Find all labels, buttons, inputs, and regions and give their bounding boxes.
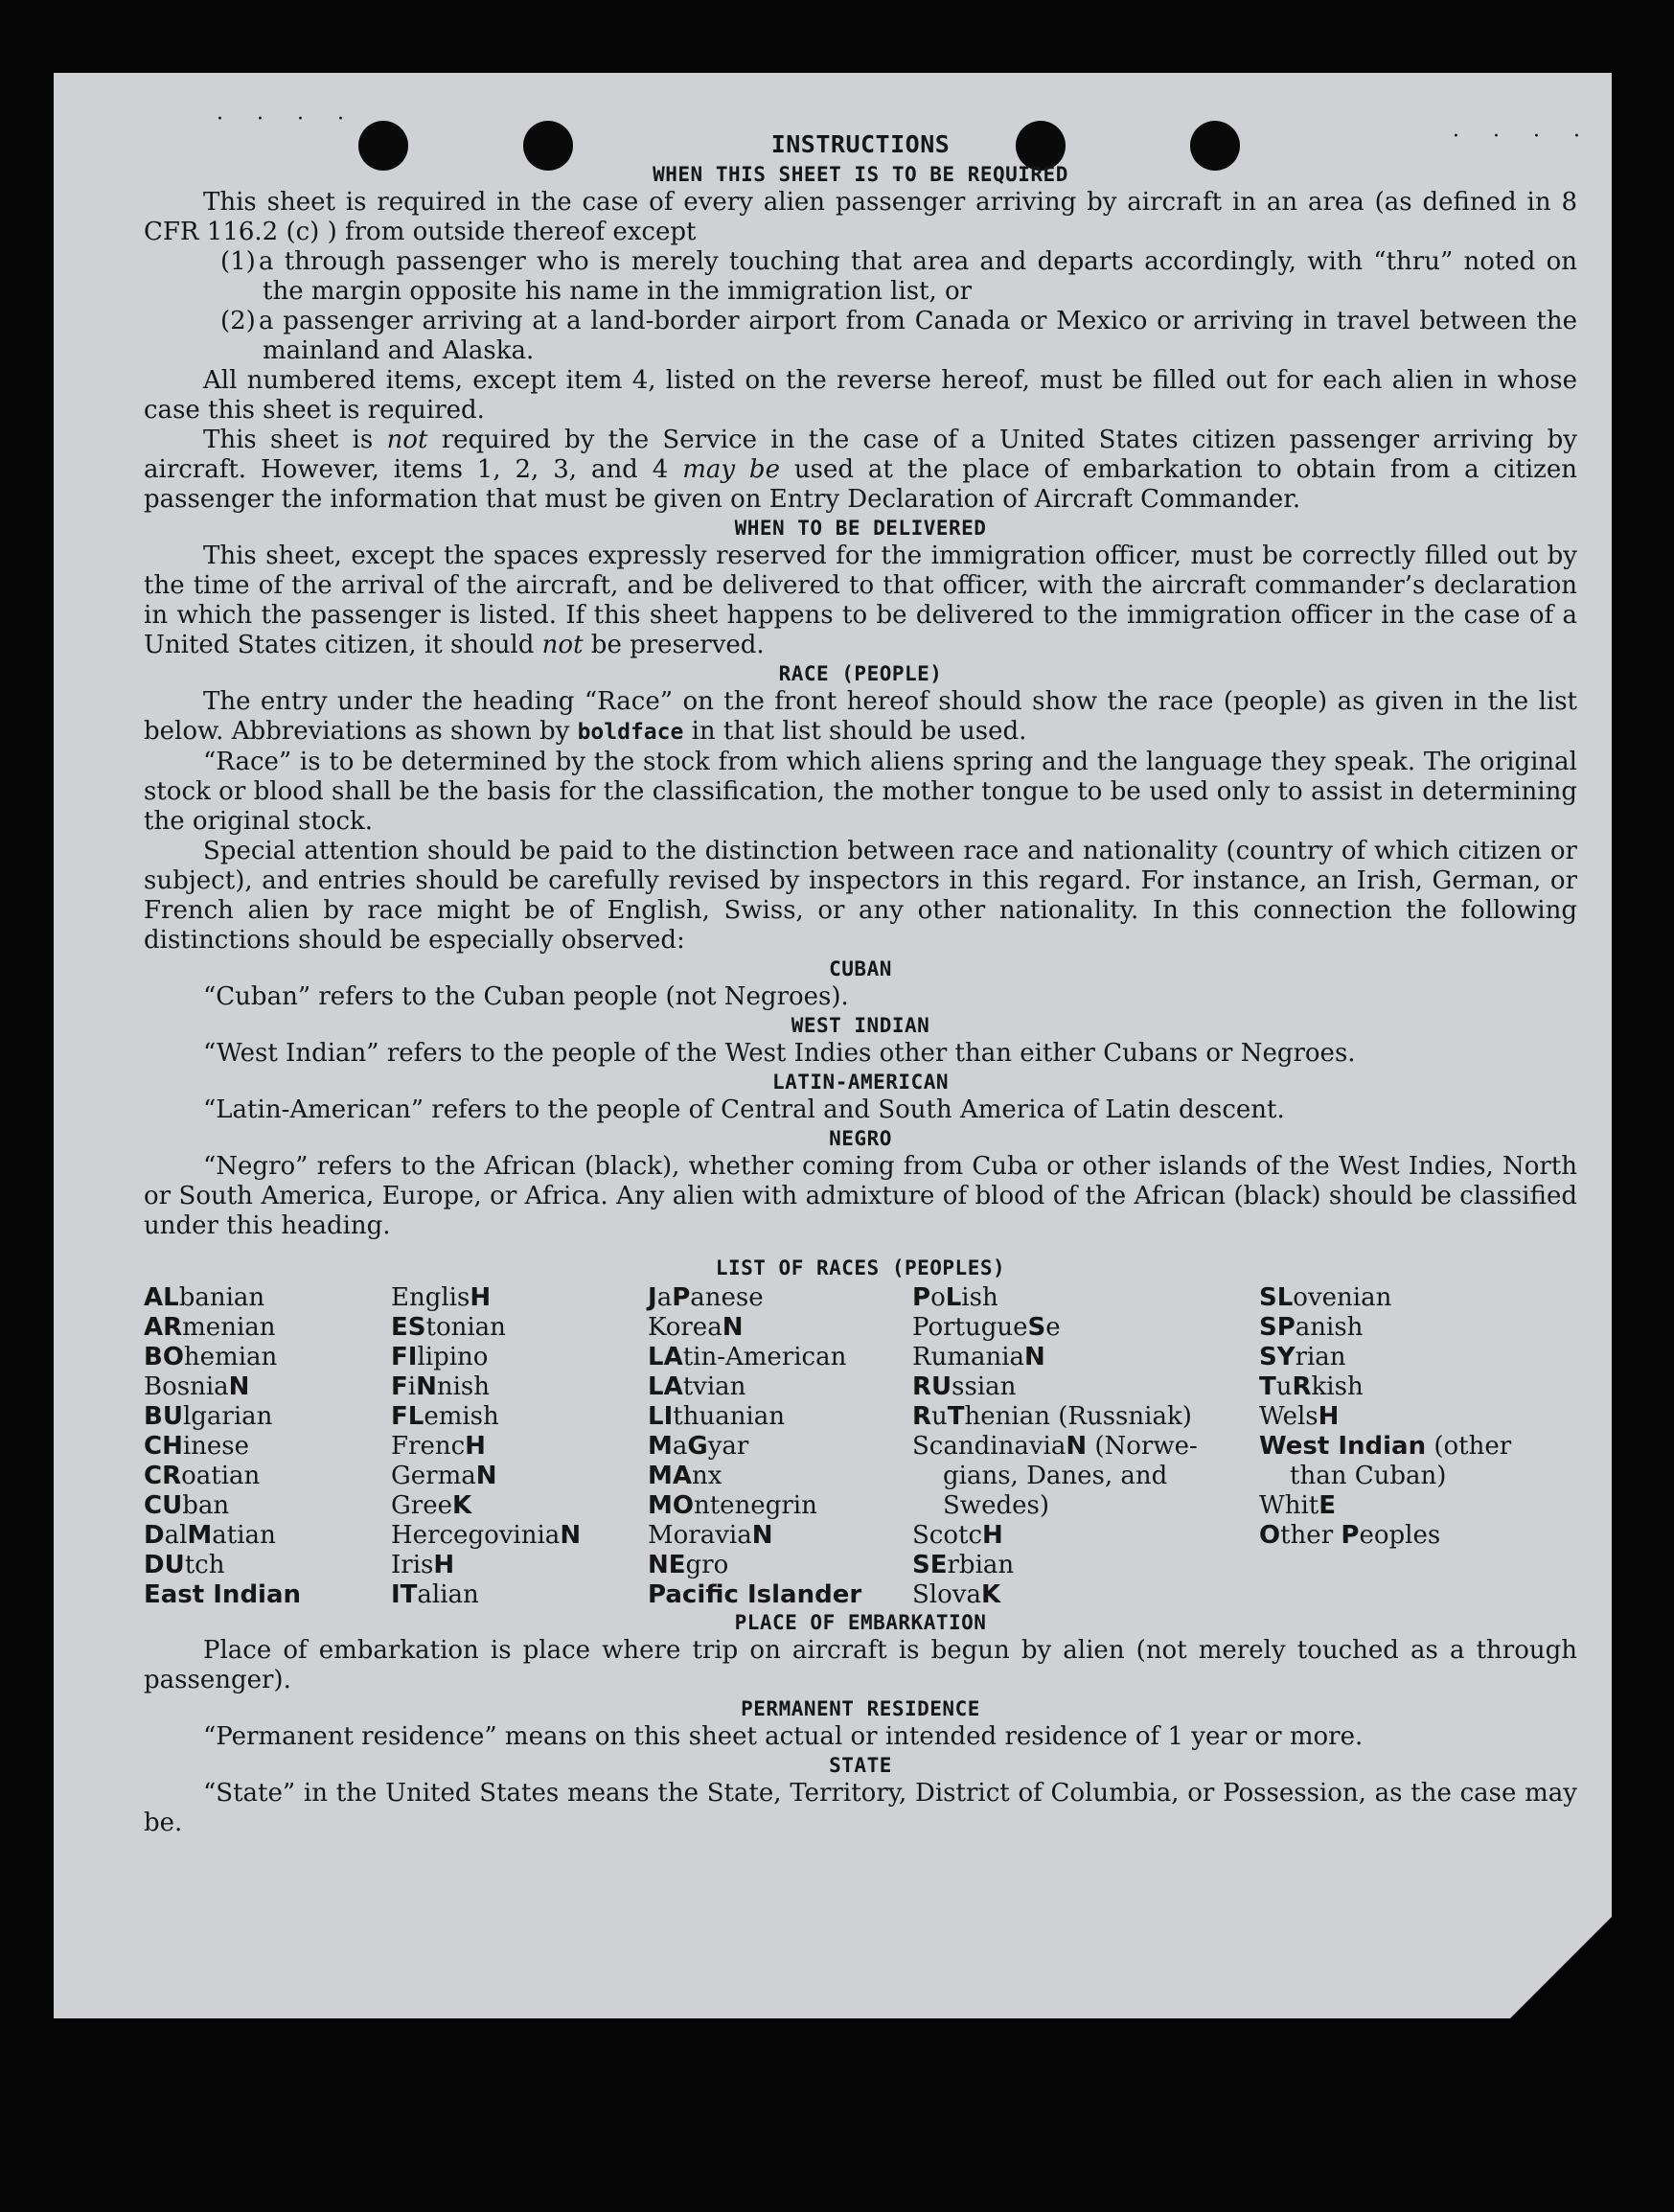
- race-abbreviation: P: [672, 1283, 691, 1312]
- race-abbreviation: East Indian: [144, 1580, 302, 1609]
- race-text: lipino: [417, 1343, 489, 1371]
- text-run: required by the Service in the case of a United States citizen passenger arriving by aircraft. However, items 1, 2, 3, and 4: [144, 426, 1577, 484]
- race-entry: [912, 1432, 1198, 1462]
- race-abbreviation: L: [945, 1283, 962, 1312]
- race-abbreviation: H: [1318, 1402, 1340, 1431]
- page-title: INSTRUCTIONS: [770, 130, 951, 158]
- races-column: [648, 1283, 861, 1610]
- race-entry: [144, 1313, 301, 1343]
- paragraph: All numbered items, except item 4, listed on the reverse hereof, must be filled out for each alien in whose case this sheet is required.: [144, 366, 1577, 425]
- race-abbreviation: SY: [1259, 1343, 1296, 1371]
- paragraph: This sheet is required in the case of every alien passenger arriving by aircraft in an area (as defined in 8 CFR 116.2 (c) ) from outside thereof except: [144, 188, 1577, 246]
- race-abbreviation: BO: [144, 1343, 184, 1371]
- race-abbreviation: West Indian: [1259, 1432, 1427, 1461]
- race-text: lgarian: [182, 1402, 273, 1431]
- race-abbreviation: S: [1027, 1313, 1046, 1342]
- race-entry: [648, 1551, 861, 1580]
- section-heading-required: WHEN THIS SHEET IS TO BE REQUIRED: [653, 163, 1068, 186]
- race-abbreviation: BU: [144, 1402, 183, 1431]
- section-heading-state: STATE: [829, 1754, 892, 1777]
- race-text: Germa: [391, 1462, 476, 1490]
- section-heading-negro: NEGRO: [829, 1127, 892, 1150]
- race-abbreviation: H: [465, 1432, 486, 1461]
- race-text: Rumania: [912, 1343, 1025, 1371]
- race-abbreviation: O: [1259, 1521, 1281, 1550]
- race-abbreviation: CH: [144, 1432, 183, 1461]
- race-entry: [912, 1313, 1198, 1343]
- race-entry: [912, 1580, 1198, 1610]
- race-text: yar: [707, 1432, 749, 1461]
- race-text: inese: [182, 1432, 250, 1461]
- race-abbreviation: H: [433, 1551, 455, 1579]
- race-text: ovenian: [1293, 1283, 1392, 1312]
- paragraph: [144, 541, 1577, 660]
- race-text: Bosnia: [144, 1372, 229, 1401]
- race-abbreviation: K: [451, 1491, 472, 1520]
- paragraph: “West Indian” refers to the people of the West Indies other than either Cubans or Negroes.: [203, 1039, 1356, 1068]
- race-text: (other: [1426, 1432, 1512, 1461]
- paragraph: Special attention should be paid to the distinction between race and nationality (country of which citizen or subject), and entries should be carefully revised by inspectors in this regard. For instance, an Irish, German, or French alien by race might be of English, Swiss, or any other nationality. In this connection the following distinctions should be especially observed:: [144, 837, 1577, 955]
- race-entry: [144, 1432, 301, 1462]
- race-entry: [912, 1462, 1198, 1491]
- race-text: oatian: [181, 1462, 261, 1490]
- race-entry: [912, 1283, 1198, 1313]
- text-run: This sheet is: [203, 426, 387, 454]
- race-text: henian (Russniak): [964, 1402, 1192, 1431]
- section-heading-embarkation: PLACE OF EMBARKATION: [734, 1611, 987, 1634]
- race-abbreviation: Pacific Islander: [648, 1580, 862, 1609]
- race-abbreviation: CU: [144, 1491, 183, 1520]
- race-text: Englis: [391, 1283, 470, 1312]
- races-list: [144, 1283, 1577, 1609]
- race-abbreviation: N: [751, 1521, 773, 1550]
- race-abbreviation: N: [560, 1521, 582, 1550]
- item-number: (1): [220, 247, 256, 276]
- race-abbreviation: LI: [648, 1402, 674, 1431]
- paragraph: “Negro” refers to the African (black), whether coming from Cuba or other islands of the West Indies, North or South America, Europe, or Africa. Any alien with admixture of blood of the African (black) should be classified under this heading.: [144, 1152, 1577, 1240]
- race-entry: [1259, 1283, 1511, 1313]
- race-text: Whit: [1259, 1491, 1319, 1520]
- race-text: eoples: [1359, 1521, 1441, 1550]
- race-abbreviation: DU: [144, 1551, 185, 1579]
- race-entry: [1259, 1402, 1511, 1432]
- italic-text: may be: [682, 455, 780, 484]
- race-text: u: [931, 1402, 948, 1431]
- race-abbreviation: ES: [391, 1313, 426, 1342]
- race-abbreviation: SL: [1259, 1283, 1294, 1312]
- race-abbreviation: IT: [391, 1580, 418, 1609]
- list-item: [220, 247, 1577, 307]
- race-text: Scotc: [912, 1521, 983, 1550]
- race-entry: [1259, 1491, 1511, 1521]
- race-text: tvian: [682, 1372, 746, 1401]
- race-entry: [912, 1521, 1198, 1551]
- paragraph: [144, 687, 1577, 748]
- list-item: [220, 307, 1577, 366]
- race-entry: [391, 1372, 581, 1402]
- text-run: The entry under the heading “Race” on the front hereof should show the race (people) as given in the list below. Abbreviations as shown by: [144, 687, 1577, 746]
- race-text: Slova: [912, 1580, 981, 1609]
- race-text: Moravia: [648, 1521, 752, 1550]
- race-text: gians, Danes, and: [943, 1462, 1168, 1490]
- instructions-content: [144, 128, 1577, 1838]
- race-entry: [1259, 1432, 1511, 1462]
- race-abbreviation: H: [470, 1283, 492, 1312]
- race-entry: [144, 1372, 301, 1402]
- race-text: ssian: [952, 1372, 1017, 1401]
- race-text: thuanian: [673, 1402, 785, 1431]
- race-text: ish: [961, 1283, 998, 1312]
- race-text: gro: [685, 1551, 729, 1579]
- section-heading-race: RACE (PEOPLE): [778, 662, 943, 685]
- race-entry: [391, 1313, 581, 1343]
- paper-specks: · · · ·: [217, 107, 357, 131]
- race-text: ban: [182, 1491, 230, 1520]
- race-text: i: [407, 1372, 417, 1401]
- race-text: tin-American: [682, 1343, 847, 1371]
- race-entry: [391, 1432, 581, 1462]
- race-abbreviation: NE: [648, 1551, 686, 1579]
- race-text: a: [672, 1432, 688, 1461]
- race-text: alian: [417, 1580, 479, 1609]
- race-text: Swedes): [943, 1491, 1049, 1520]
- race-abbreviation: MA: [648, 1462, 692, 1490]
- paragraph: “Cuban” refers to the Cuban people (not Negroes).: [203, 982, 849, 1011]
- race-text: Wels: [1259, 1402, 1319, 1431]
- race-abbreviation: N: [1024, 1343, 1045, 1371]
- race-entry: [648, 1372, 861, 1402]
- text-run: used at the place of embarkation to obtain from a citizen passenger the information that must be given on Entry Declaration of Aircraft Commander.: [144, 455, 1578, 514]
- race-text: emish: [424, 1402, 499, 1431]
- race-text: Gree: [391, 1491, 452, 1520]
- text-run: This sheet, except the spaces expressly reserved for the immigration officer, must be correctly filled out by the time of the arrival of the aircraft, and be delivered to that officer, with the aircraft commander’s declaration in which the passenger is listed. If this sheet happens to be delivered to the immigration officer in the case of a United States citizen, it should: [144, 541, 1577, 659]
- race-abbreviation: SE: [912, 1551, 948, 1579]
- race-entry: [648, 1343, 861, 1372]
- section-heading-west-indian: WEST INDIAN: [791, 1014, 930, 1037]
- races-column: [1259, 1283, 1511, 1551]
- race-entry: [1259, 1372, 1511, 1402]
- race-abbreviation: P: [912, 1283, 931, 1312]
- race-abbreviation: N: [475, 1462, 497, 1490]
- race-entry: [391, 1580, 581, 1610]
- race-abbreviation: AL: [144, 1283, 179, 1312]
- item-text: a through passenger who is merely touching that area and departs accordingly, with “thru” noted on the margin opposite his name in the immigration list, or: [259, 247, 1577, 306]
- race-entry: [1259, 1521, 1511, 1551]
- race-entry: [391, 1491, 581, 1521]
- race-abbreviation: CR: [144, 1462, 182, 1490]
- race-entry: [912, 1551, 1198, 1580]
- race-entry: [144, 1580, 301, 1610]
- race-abbreviation: R: [912, 1402, 932, 1431]
- race-abbreviation: H: [982, 1521, 1003, 1550]
- race-abbreviation: FL: [391, 1402, 424, 1431]
- race-abbreviation: LA: [648, 1372, 683, 1401]
- race-text: nish: [436, 1372, 491, 1401]
- section-heading-cuban: CUBAN: [829, 957, 892, 980]
- race-abbreviation: RU: [912, 1372, 952, 1401]
- race-text: anese: [690, 1283, 764, 1312]
- section-heading-residence: PERMANENT RESIDENCE: [741, 1697, 980, 1720]
- race-entry: [912, 1343, 1198, 1372]
- race-abbreviation: T: [947, 1402, 965, 1431]
- item-number: (2): [220, 307, 256, 335]
- race-entry: [912, 1402, 1198, 1432]
- race-text: al: [164, 1521, 188, 1550]
- section-heading-delivered: WHEN TO BE DELIVERED: [734, 517, 987, 540]
- race-abbreviation: MO: [648, 1491, 694, 1520]
- race-entry: [144, 1402, 301, 1432]
- section-heading-latin-american: LATIN-AMERICAN: [771, 1071, 949, 1094]
- race-entry: [912, 1491, 1198, 1521]
- race-text: Frenc: [391, 1432, 466, 1461]
- race-text: Iris: [391, 1551, 434, 1579]
- paragraph: Place of embarkation is place where trip on aircraft is begun by alien (not merely touched as a through passenger).: [144, 1636, 1577, 1694]
- paragraph: “Permanent residence” means on this sheet actual or intended residence of 1 year or more.: [203, 1722, 1364, 1751]
- race-entry: [648, 1462, 861, 1491]
- italic-text: not: [541, 631, 584, 659]
- bold-text: boldface: [577, 720, 684, 745]
- paragraph: “State” in the United States means the State, Territory, District of Columbia, or Possession, as the case may be.: [144, 1779, 1577, 1837]
- race-entry: [391, 1462, 581, 1491]
- race-abbreviation: D: [144, 1521, 165, 1550]
- race-text: menian: [182, 1313, 276, 1342]
- race-entry: [1259, 1313, 1511, 1343]
- race-text: than Cuban): [1290, 1462, 1447, 1490]
- race-entry: [1259, 1462, 1511, 1491]
- paragraph: [144, 426, 1577, 515]
- race-abbreviation: LA: [648, 1343, 683, 1371]
- race-entry: [391, 1343, 581, 1372]
- race-entry: [648, 1283, 861, 1313]
- race-entry: [1259, 1343, 1511, 1372]
- italic-text: not: [386, 426, 428, 454]
- race-entry: [648, 1580, 861, 1610]
- race-abbreviation: P: [1341, 1521, 1360, 1550]
- race-text: Korea: [648, 1313, 722, 1342]
- race-entry: [648, 1402, 861, 1432]
- race-abbreviation: T: [1259, 1372, 1276, 1401]
- race-entry: [391, 1521, 581, 1551]
- race-entry: [648, 1432, 861, 1462]
- item-text: a passenger arriving at a land-border airport from Canada or Mexico or arriving in travel between the mainland and Alaska.: [259, 307, 1577, 365]
- race-abbreviation: E: [1319, 1491, 1336, 1520]
- race-text: kish: [1311, 1372, 1364, 1401]
- race-text: Scandinavia: [912, 1432, 1066, 1461]
- race-entry: [648, 1313, 861, 1343]
- race-text: hemian: [183, 1343, 278, 1371]
- race-entry: [144, 1283, 301, 1313]
- race-text: tch: [184, 1551, 225, 1579]
- paragraph: “Race” is to be determined by the stock from which aliens spring and the language they speak. The original stock or blood shall be the basis for the classification, the mother tongue to be used only to assist in determining the original stock.: [144, 748, 1577, 836]
- race-text: Portugue: [912, 1313, 1028, 1342]
- races-column: [144, 1283, 301, 1610]
- race-entry: [391, 1283, 581, 1313]
- race-text: atian: [212, 1521, 276, 1550]
- race-entry: [144, 1551, 301, 1580]
- race-abbreviation: FI: [391, 1343, 418, 1371]
- race-abbreviation: M: [648, 1432, 673, 1461]
- race-entry: [648, 1491, 861, 1521]
- text-run: in that list should be used.: [683, 717, 1027, 746]
- race-abbreviation: N: [228, 1372, 250, 1401]
- race-abbreviation: N: [416, 1372, 437, 1401]
- race-abbreviation: N: [1066, 1432, 1088, 1461]
- race-text: rian: [1295, 1343, 1346, 1371]
- document-sheet: [54, 73, 1612, 2018]
- race-entry: [648, 1521, 861, 1551]
- race-text: u: [1275, 1372, 1293, 1401]
- races-column: [912, 1283, 1198, 1610]
- race-text: tonian: [425, 1313, 506, 1342]
- race-entry: [144, 1521, 301, 1551]
- race-abbreviation: K: [980, 1580, 1001, 1609]
- races-list-heading: LIST OF RACES (PEOPLES): [715, 1256, 1006, 1279]
- race-abbreviation: F: [391, 1372, 408, 1401]
- race-abbreviation: R: [1292, 1372, 1312, 1401]
- race-entry: [144, 1462, 301, 1491]
- race-text: ther: [1280, 1521, 1341, 1550]
- race-abbreviation: G: [687, 1432, 708, 1461]
- paper-specks: · · · ·: [1453, 125, 1594, 149]
- race-entry: [144, 1491, 301, 1521]
- race-entry: [912, 1372, 1198, 1402]
- text-run: be preserved.: [583, 631, 765, 659]
- paragraph: “Latin-American” refers to the people of Central and South America of Latin descent.: [203, 1095, 1285, 1124]
- races-column: [391, 1283, 581, 1610]
- race-entry: [391, 1402, 581, 1432]
- race-text: a: [656, 1283, 673, 1312]
- race-entry: [144, 1343, 301, 1372]
- race-abbreviation: M: [187, 1521, 213, 1550]
- race-text: e: [1045, 1313, 1061, 1342]
- race-abbreviation: N: [722, 1313, 744, 1342]
- race-text: o: [930, 1283, 946, 1312]
- race-text: anish: [1295, 1313, 1364, 1342]
- race-entry: [391, 1551, 581, 1580]
- race-abbreviation: AR: [144, 1313, 183, 1342]
- race-text: nx: [692, 1462, 722, 1490]
- race-text: rbian: [947, 1551, 1015, 1579]
- race-abbreviation: J: [648, 1283, 657, 1312]
- race-text: ntenegrin: [693, 1491, 817, 1520]
- race-text: banian: [178, 1283, 265, 1312]
- race-text: (Norwe-: [1087, 1432, 1198, 1461]
- race-text: Hercegovinia: [391, 1521, 561, 1550]
- race-abbreviation: SP: [1259, 1313, 1296, 1342]
